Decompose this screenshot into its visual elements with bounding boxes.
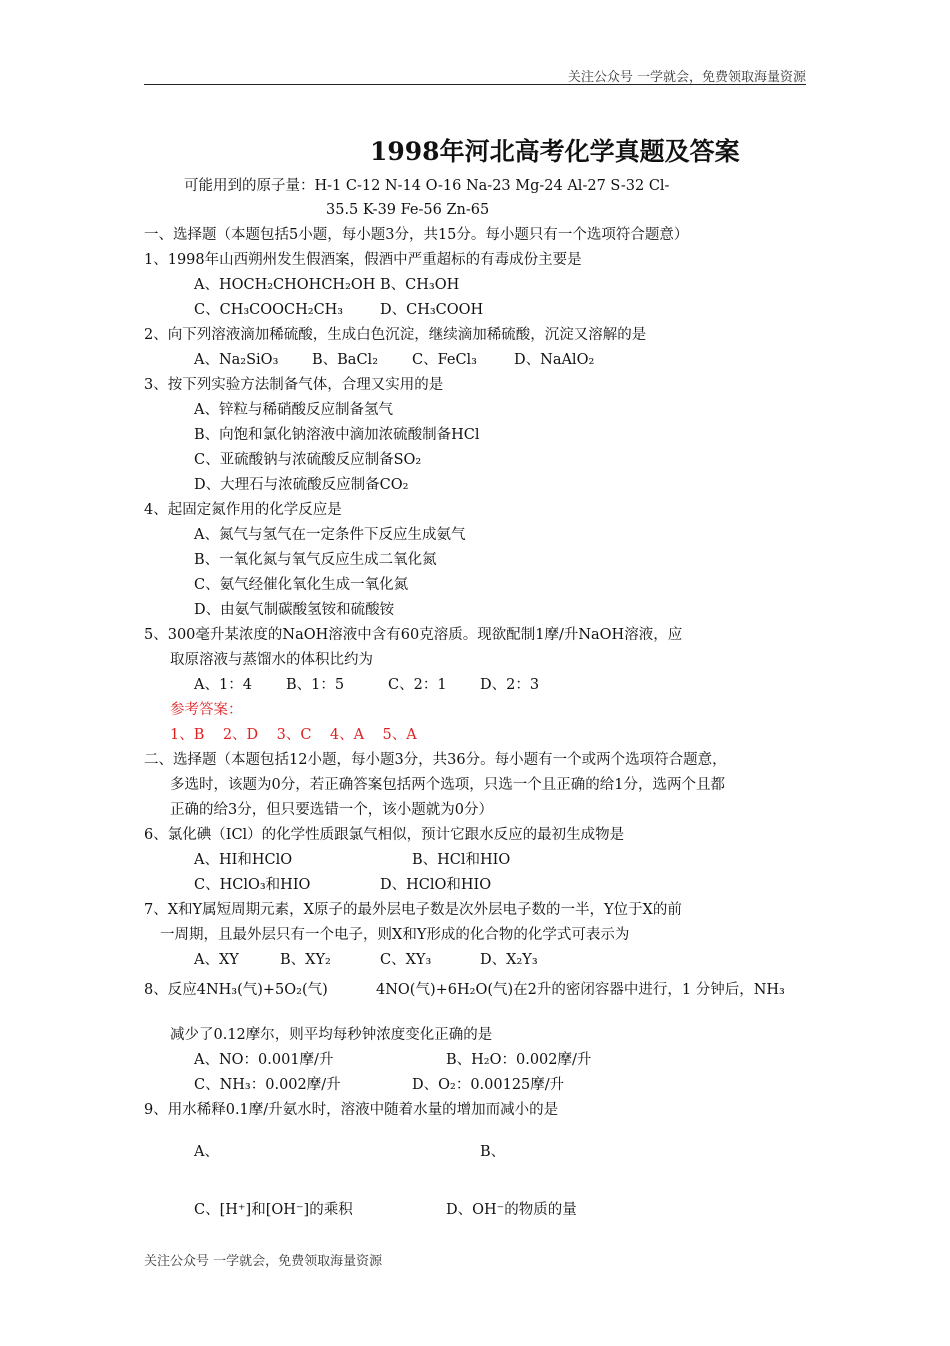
q9-option-c: C、[H⁺]和[OH⁻]的乘积: [194, 1202, 353, 1218]
q5-option-c: C、2：1: [388, 677, 447, 693]
q6-option-a: A、HI和HClO: [194, 852, 293, 868]
q7-stem-line-2: 一周期，且最外层只有一个电子，则X和Y形成的化合物的化学式可表示为: [160, 927, 630, 943]
page-footer: 关注公众号 一学就会，免费领取海量资源: [144, 1254, 383, 1269]
section2-heading-line-3: 正确的给3分，但只要选错一个，该小题就为0分）: [170, 802, 493, 818]
q6-option-d: D、HClO和HIO: [380, 877, 492, 893]
q6-stem: 6、氯化碘（ICl）的化学性质跟氯气相似，预计它跟水反应的最初生成物是: [144, 827, 625, 843]
q2-option-b: B、BaCl₂: [312, 352, 379, 368]
page-header: 关注公众号 一学就会，免费领取海量资源: [567, 70, 806, 85]
q3-option-c: C、亚硫酸钠与浓硫酸反应制备SO₂: [194, 452, 422, 468]
atomic-mass-line-2: 35.5 K-39 Fe-56 Zn-65: [326, 202, 490, 218]
q8-option-b: B、H₂O：0.002摩/升: [446, 1052, 592, 1068]
q9-option-a: A、: [194, 1144, 219, 1160]
q9-option-b: B、: [480, 1144, 506, 1160]
q8-option-d: D、O₂：0.00125摩/升: [412, 1077, 565, 1093]
q4-option-c: C、氨气经催化氧化生成一氧化氮: [194, 577, 409, 593]
q8-option-a: A、NO：0.001摩/升: [194, 1052, 334, 1068]
q3-option-a: A、锌粒与稀硝酸反应制备氢气: [194, 402, 393, 418]
q4-option-d: D、由氨气制碳酸氢铵和硫酸铵: [194, 602, 395, 618]
q5-stem-line-2: 取原溶液与蒸馏水的体积比约为: [170, 652, 373, 668]
section1-heading: 一、选择题（本题包括5小题，每小题3分，共15分。每小题只有一个选项符合题意）: [144, 227, 689, 243]
q2-option-c: C、FeCl₃: [412, 352, 477, 368]
q5-option-b: B、1：5: [286, 677, 345, 693]
q7-option-d: D、X₂Y₃: [480, 952, 538, 968]
q8-option-c: C、NH₃：0.002摩/升: [194, 1077, 341, 1093]
answer-label: 参考答案：: [170, 702, 243, 718]
q1-option-b: B、CH₃OH: [380, 277, 460, 293]
q2-option-a: A、Na₂SiO₃: [194, 352, 279, 368]
q3-option-d: D、大理石与浓硫酸反应制备CO₂: [194, 477, 409, 493]
q1-option-d: D、CH₃COOH: [380, 302, 484, 318]
q5-stem-line-1: 5、300毫升某浓度的NaOH溶液中含有60克溶质。现欲配制1摩/升NaOH溶液，应: [144, 627, 683, 643]
q8-stem-line-1a: 8、反应4NH₃(气)+5O₂(气): [144, 982, 328, 998]
section2-heading-line-2: 多选时，该题为0分，若正确答案包括两个选项，只选一个且正确的给1分，选两个且都: [170, 777, 725, 793]
q8-stem-line-2: 减少了0.12摩尔，则平均每秒钟浓度变化正确的是: [170, 1027, 493, 1043]
q9-stem: 9、用水稀释0.1摩/升氨水时，溶液中随着水量的增加而减小的是: [144, 1102, 559, 1118]
q3-stem: 3、按下列实验方法制备气体，合理又实用的是: [144, 377, 444, 393]
q7-option-b: B、XY₂: [280, 952, 331, 968]
document-title: 1998年河北高考化学真题及答案: [370, 137, 740, 166]
q1-option-a: A、HOCH₂CHOHCH₂OH: [194, 277, 376, 293]
q5-option-d: D、2：3: [480, 677, 540, 693]
answer-list: 1、B 2、D 3、C 4、A 5、A: [170, 727, 417, 743]
q2-option-d: D、NaAlO₂: [514, 352, 595, 368]
q6-option-c: C、HClO₃和HIO: [194, 877, 311, 893]
q6-option-b: B、HCl和HIO: [412, 852, 511, 868]
q7-stem-line-1: 7、X和Y属短周期元素，X原子的最外层电子数是次外层电子数的一半，Y位于X的前: [144, 902, 682, 918]
q7-option-a: A、XY: [194, 952, 239, 968]
q4-option-b: B、一氧化氮与氧气反应生成二氧化氮: [194, 552, 437, 568]
atomic-mass-line-1: 可能用到的原子量：H-1 C-12 N-14 O-16 Na-23 Mg-24 Al-27 S-32 Cl-: [184, 178, 670, 194]
section2-heading-line-1: 二、选择题（本题包括12小题，每小题3分，共36分。每小题有一个或两个选项符合题意，: [144, 752, 727, 768]
q2-stem: 2、向下列溶液滴加稀硫酸，生成白色沉淀，继续滴加稀硫酸，沉淀又溶解的是: [144, 327, 647, 343]
q3-option-b: B、向饱和氯化钠溶液中滴加浓硫酸制备HCl: [194, 427, 480, 443]
q1-stem: 1、1998年山西朔州发生假酒案，假酒中严重超标的有毒成份主要是: [144, 252, 582, 268]
q4-option-a: A、氮气与氢气在一定条件下反应生成氨气: [194, 527, 466, 543]
q1-option-c: C、CH₃COOCH₂CH₃: [194, 302, 344, 318]
q4-stem: 4、起固定氮作用的化学反应是: [144, 502, 342, 518]
q5-option-a: A、1：4: [194, 677, 252, 693]
header-rule: [144, 84, 806, 85]
q9-option-d: D、OH⁻的物质的量: [446, 1202, 577, 1218]
q7-option-c: C、XY₃: [380, 952, 432, 968]
q8-stem-line-1b: 4NO(气)+6H₂O(气)在2升的密闭容器中进行，1 分钟后，NH₃: [376, 982, 785, 998]
